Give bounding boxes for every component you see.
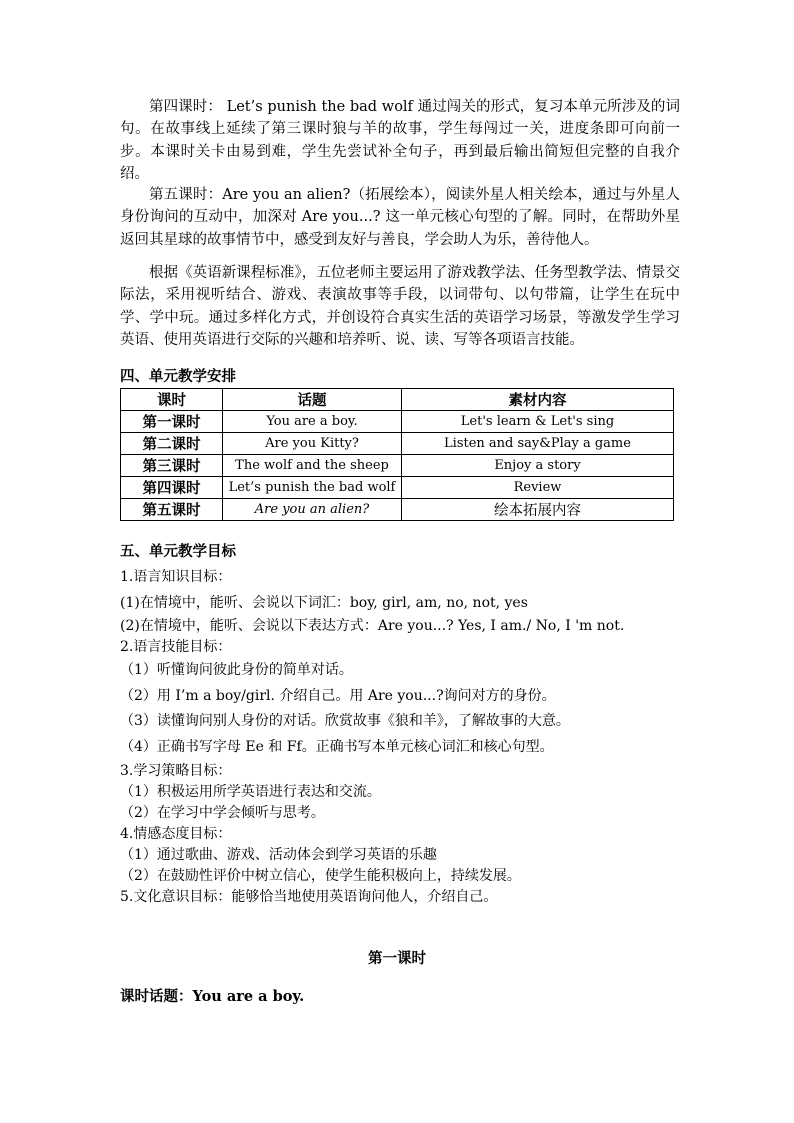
goal-line: （1）积极运用所学英语进行表达和交流。 <box>120 784 381 800</box>
goal-language-skills: 2.语言技能目标： <box>120 639 232 655</box>
cell-period: 第三课时 <box>121 455 223 477</box>
cell-period: 第四课时 <box>121 477 223 499</box>
cell-material: Enjoy a story <box>402 455 674 477</box>
goal-line: (2)在情境中，能听、会说以下表达方式：Are you...? Yes, I am./ No, I 'm not. <box>120 618 625 634</box>
header-period: 课时 <box>121 389 223 411</box>
goal-line: （2）在学习中学会倾听与思考。 <box>120 805 325 821</box>
cell-topic: You are a boy. <box>223 411 402 433</box>
section-4-heading: 四、单元教学安排 <box>120 368 236 385</box>
cell-period: 第五课时 <box>121 499 223 521</box>
table-row <box>121 455 674 477</box>
goal-line: （4）正确书写字母 Ee 和 Ff。正确书写本单元核心词汇和核心句型。 <box>120 739 554 755</box>
lesson-topic: 课时话题：You are a boy. <box>120 988 305 1005</box>
goal-line: (1)在情境中，能听、会说以下词汇：boy, girl, am, no, not, yes <box>120 595 528 611</box>
cell-topic: Let’s punish the bad wolf <box>223 477 402 499</box>
table-header-row <box>121 389 674 411</box>
goal-line: （2）在鼓励性评价中树立信心，使学生能积极向上，持续发展。 <box>120 868 521 884</box>
header-material: 素材内容 <box>402 389 674 411</box>
cell-material: 绘本拓展内容 <box>402 499 674 521</box>
goal-line: （2）用 I’m a boy/girl. 介绍自己。用 Are you...?询问对方的身份。 <box>120 688 556 704</box>
table-row <box>121 477 674 499</box>
table-row <box>121 499 674 521</box>
lesson-title: 第一课时 <box>368 950 426 967</box>
table-row <box>121 433 674 455</box>
cell-material: Let's learn & Let's sing <box>402 411 674 433</box>
goal-language-knowledge: 1.语言知识目标： <box>120 569 232 585</box>
goal-attitude: 4.情感态度目标： <box>120 826 232 842</box>
cell-material: Listen and say&Play a game <box>402 433 674 455</box>
goal-line: （3）读懂询问别人身份的对话。欣赏故事《狼和羊》，了解故事的大意。 <box>120 713 570 729</box>
cell-material: Review <box>402 477 674 499</box>
cell-topic: The wolf and the sheep <box>223 455 402 477</box>
schedule-table <box>120 388 674 521</box>
goal-culture: 5.文化意识目标：能够恰当地使用英语询问他人，介绍自己。 <box>120 889 498 905</box>
table-row <box>121 411 674 433</box>
cell-topic: Are you an alien? <box>223 499 402 521</box>
paragraph-lesson-5: 第五课时：Are you an alien?（拓展绘本），阅读外星人相关绘本，通过与外星人身份询问的互动中，加深对 Are you...? 这一单元核心句型的了解。同时，在帮助外星返回其星球的故事情节中，感受到友好与善良，学会助人为乐，善待他人。 <box>120 187 680 248</box>
header-topic: 话题 <box>223 389 402 411</box>
section-5-heading: 五、单元教学目标 <box>120 543 236 560</box>
goal-line: （1）通过歌曲、游戏、活动体会到学习英语的乐趣 <box>120 847 437 863</box>
paragraph-lesson-4: 第四课时： Let’s punish the bad wolf 通过闯关的形式，复习本单元所涉及的词句。在故事线上延续了第三课时狼与羊的故事，学生每闯过一关，进度条即可向前一步。本课时关卡由易到难，学生先尝试补全句子，再到最后输出简短但完整的自我介绍。 <box>120 99 680 183</box>
cell-period: 第一课时 <box>121 411 223 433</box>
cell-topic: Are you Kitty? <box>223 433 402 455</box>
paragraph-methods: 根据《英语新课程标准》，五位老师主要运用了游戏教学法、任务型教学法、情景交际法，采用视听结合、游戏、表演故事等手段，以词带句、以句带篇，让学生在玩中学、学中玩。通过多样化方式，并创设符合真实生活的英语学习场景，等激发学生学习英语、使用英语进行交际的兴趣和培养听、说、读、写等各项语言技能。 <box>120 265 680 349</box>
cell-period: 第二课时 <box>121 433 223 455</box>
goal-line: （1）听懂询问彼此身份的简单对话。 <box>120 662 353 678</box>
goal-learning-strategy: 3.学习策略目标： <box>120 763 232 779</box>
